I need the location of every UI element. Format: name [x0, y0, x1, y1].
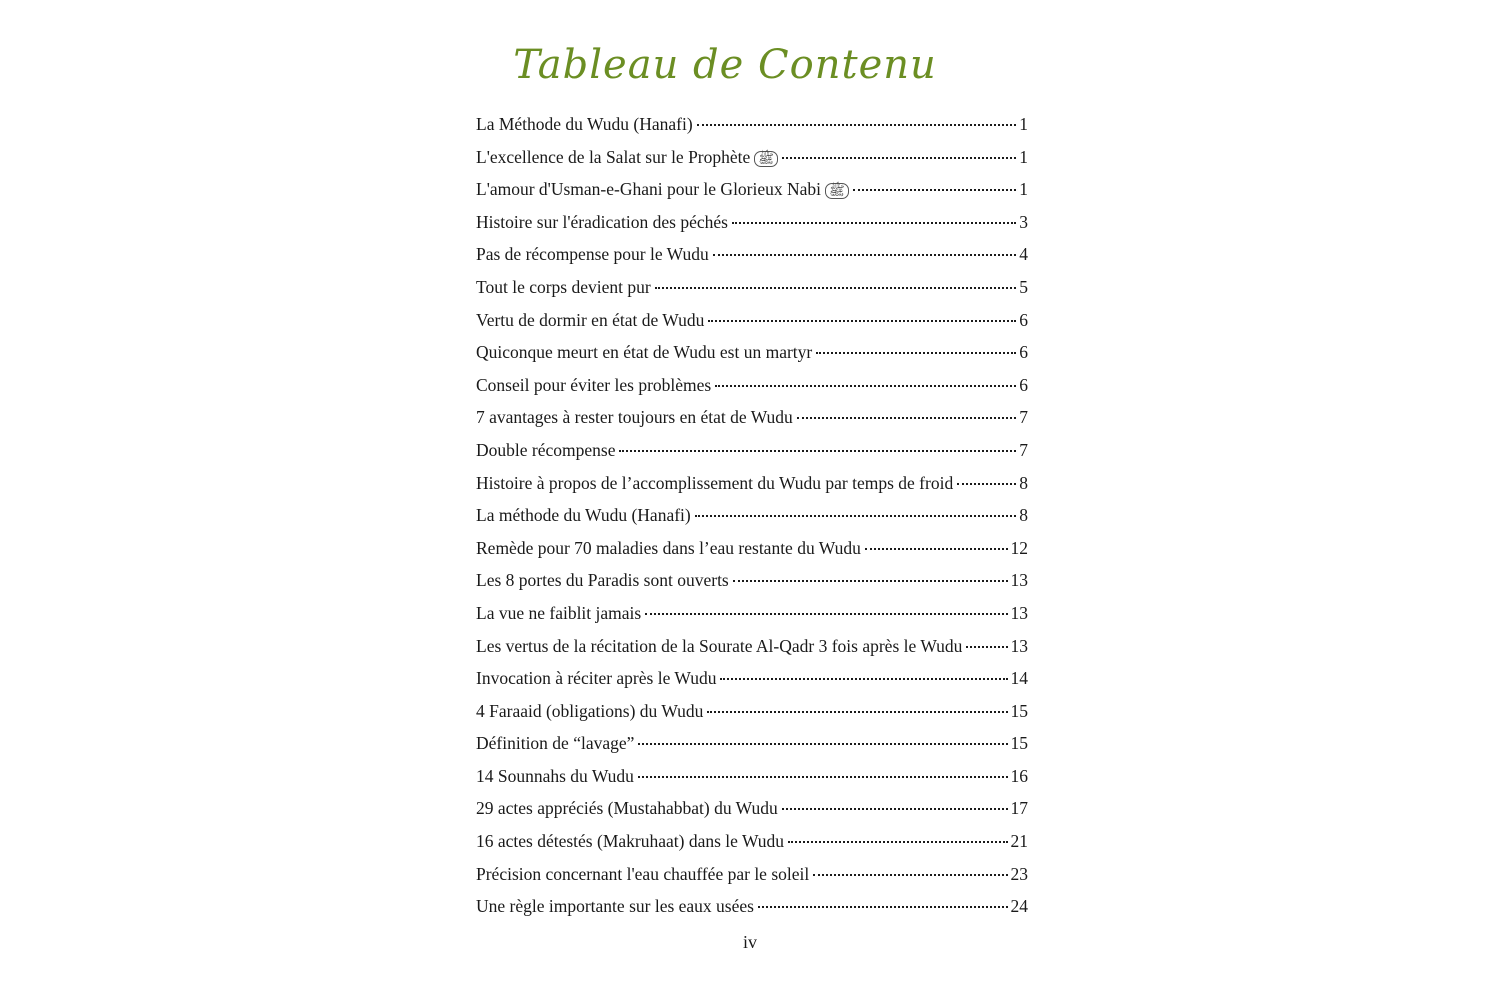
- toc-entry-page: 1: [1019, 179, 1028, 200]
- toc-entry: [476, 434, 1028, 467]
- toc-entry-label: Histoire sur l'éradication des péchés: [476, 211, 728, 232]
- toc-dot-leader: [816, 352, 1016, 354]
- toc-entry-label: 7 avantages à rester toujours en état de Wudu: [476, 407, 793, 428]
- toc-entry-title: [476, 141, 780, 174]
- toc-entry-label: 4 Faraaid (obligations) du Wudu: [476, 700, 704, 721]
- toc-entry-page: 4: [1019, 244, 1028, 265]
- toc-entry-label: L'excellence de la Salat sur le Prophète: [476, 146, 751, 167]
- toc-entry: [476, 662, 1028, 695]
- toc-entry-page: 23: [1010, 863, 1028, 884]
- toc-dot-leader: [619, 450, 1016, 452]
- toc-entry-title: [476, 499, 693, 532]
- toc-entry-page: 13: [1010, 602, 1028, 623]
- toc-entry-page: 5: [1019, 276, 1028, 297]
- toc-entry-label: La méthode du Wudu (Hanafi): [476, 505, 691, 526]
- toc-entry-title: [476, 401, 795, 434]
- toc-entry: [476, 336, 1028, 369]
- toc-entry-page: 15: [1010, 733, 1028, 754]
- toc-entry-label: Pas de récompense pour le Wudu: [476, 244, 709, 265]
- toc-entry-page: 13: [1010, 570, 1028, 591]
- toc-dot-leader: [782, 157, 1016, 159]
- toc-dot-leader: [966, 646, 1007, 648]
- toc-dot-leader: [865, 548, 1008, 550]
- toc-entry-title: [476, 695, 705, 728]
- toc-dot-leader: [715, 385, 1016, 387]
- toc-entry-page: 8: [1019, 472, 1028, 493]
- toc-entry-page: 16: [1010, 765, 1028, 786]
- toc-entry-label: Remède pour 70 maladies dans l’eau restante du Wudu: [476, 537, 861, 558]
- toc-entry-label: Invocation à réciter après le Wudu: [476, 668, 717, 689]
- toc-dot-leader: [853, 189, 1017, 191]
- toc-entry-title: [476, 662, 718, 695]
- toc-entry-title: [476, 825, 786, 858]
- toc-entry-page: 7: [1019, 439, 1028, 460]
- toc-entry-label: Les 8 portes du Paradis sont ouverts: [476, 570, 729, 591]
- toc-dot-leader: [797, 417, 1016, 419]
- toc-entry: [476, 825, 1028, 858]
- toc-entry-page: 1: [1019, 146, 1028, 167]
- toc-entry-label: La vue ne faiblit jamais: [476, 602, 642, 623]
- toc-entry-page: 15: [1010, 700, 1028, 721]
- toc-dot-leader: [782, 808, 1008, 810]
- toc-dot-leader: [707, 711, 1007, 713]
- toc-entry-title: [476, 760, 636, 793]
- toc-entry-title: [476, 173, 851, 206]
- toc-entry-title: [476, 727, 636, 760]
- toc-entry-title: [476, 238, 711, 271]
- toc-dot-leader: [732, 222, 1016, 224]
- toc-dot-leader: [697, 124, 1017, 126]
- toc-entry-title: [476, 858, 811, 891]
- toc-dot-leader: [957, 483, 1016, 485]
- toc-entry: [476, 499, 1028, 532]
- toc-entry-label: Double récompense: [476, 439, 616, 460]
- toc-entry-title: [476, 369, 713, 402]
- toc-dot-leader: [733, 580, 1008, 582]
- toc-entry-title: [476, 434, 617, 467]
- toc-entry-title: [476, 564, 731, 597]
- toc-dot-leader: [720, 678, 1007, 680]
- toc-dot-leader: [758, 906, 1008, 908]
- toc-entry-label: Quiconque meurt en état de Wudu est un martyr: [476, 342, 813, 363]
- table-of-contents: [476, 108, 1028, 923]
- toc-dot-leader: [638, 743, 1007, 745]
- toc-dot-leader: [638, 776, 1008, 778]
- toc-entry-title: [476, 271, 653, 304]
- toc-entry-label: Une règle importante sur les eaux usées: [476, 896, 754, 917]
- toc-dot-leader: [708, 320, 1016, 322]
- toc-entry: [476, 890, 1028, 923]
- toc-entry-title: [476, 206, 730, 239]
- toc-entry-label: Tout le corps devient pur: [476, 276, 651, 297]
- toc-entry-title: [476, 597, 643, 630]
- toc-entry: [476, 173, 1028, 206]
- toc-entry-page: 21: [1010, 831, 1028, 852]
- toc-entry-title: [476, 532, 863, 565]
- toc-entry-page: 13: [1010, 635, 1028, 656]
- toc-entry-title: [476, 467, 955, 500]
- toc-entry: [476, 206, 1028, 239]
- toc-entry: [476, 564, 1028, 597]
- toc-dot-leader: [695, 515, 1017, 517]
- toc-entry: [476, 401, 1028, 434]
- toc-entry: [476, 858, 1028, 891]
- toc-dot-leader: [788, 841, 1007, 843]
- toc-entry: [476, 695, 1028, 728]
- toc-entry-page: 8: [1019, 505, 1028, 526]
- toc-entry-title: [476, 792, 780, 825]
- toc-entry: [476, 304, 1028, 337]
- toc-entry: [476, 238, 1028, 271]
- toc-entry-page: 1: [1019, 114, 1028, 134]
- toc-entry: [476, 760, 1028, 793]
- toc-entry: [476, 369, 1028, 402]
- toc-entry-page: 7: [1019, 407, 1028, 428]
- toc-entry-title: [476, 108, 695, 141]
- toc-entry: [476, 532, 1028, 565]
- toc-entry: [476, 597, 1028, 630]
- honorific-glyph-icon: ﷺ: [754, 151, 778, 167]
- toc-entry: [476, 467, 1028, 500]
- toc-entry-title: [476, 630, 964, 663]
- toc-entry: [476, 792, 1028, 825]
- toc-dot-leader: [713, 254, 1017, 256]
- toc-entry: [476, 727, 1028, 760]
- toc-entry: [476, 108, 1028, 141]
- toc-entry-label: 29 actes appréciés (Mustahabbat) du Wudu: [476, 798, 778, 819]
- toc-entry-label: Histoire à propos de l’accomplissement du Wudu par temps de froid: [476, 472, 954, 493]
- toc-entry-page: 12: [1010, 537, 1028, 558]
- toc-entry-label: La Méthode du Wudu (Hanafi): [476, 114, 693, 134]
- toc-entry-label: Vertu de dormir en état de Wudu: [476, 309, 705, 330]
- page-number: iv: [742, 932, 757, 952]
- toc-entry-title: [476, 304, 706, 337]
- toc-entry-label: Précision concernant l'eau chauffée par le soleil: [476, 863, 810, 884]
- toc-entry-page: 17: [1010, 798, 1028, 819]
- toc-entry: [476, 630, 1028, 663]
- toc-entry-title: [476, 890, 756, 923]
- toc-entry-page: 3: [1019, 211, 1028, 232]
- toc-entry-page: 6: [1019, 309, 1028, 330]
- toc-entry-label: L'amour d'Usman-e-Ghani pour le Glorieux Nabi: [476, 179, 822, 200]
- toc-entry-page: 14: [1010, 668, 1028, 689]
- toc-dot-leader: [813, 874, 1007, 876]
- toc-dot-leader: [645, 613, 1007, 615]
- toc-entry-label: 16 actes détestés (Makruhaat) dans le Wudu: [476, 831, 785, 852]
- toc-entry-label: Les vertus de la récitation de la Sourate Al-Qadr 3 fois après le Wudu: [476, 635, 963, 656]
- toc-dot-leader: [655, 287, 1017, 289]
- honorific-glyph-icon: ﷺ: [825, 183, 849, 199]
- toc-entry: [476, 141, 1028, 174]
- toc-entry-page: 6: [1019, 374, 1028, 395]
- toc-entry-title: [476, 336, 814, 369]
- toc-entry-label: Définition de “lavage”: [476, 733, 635, 754]
- toc-entry-label: Conseil pour éviter les problèmes: [476, 374, 712, 395]
- toc-entry-label: 14 Sounnahs du Wudu: [476, 765, 634, 786]
- toc-entry-page: 24: [1010, 896, 1028, 917]
- toc-entry: [476, 271, 1028, 304]
- page-title: Tableau de Contenu: [513, 42, 937, 88]
- toc-entry-page: 6: [1019, 342, 1028, 363]
